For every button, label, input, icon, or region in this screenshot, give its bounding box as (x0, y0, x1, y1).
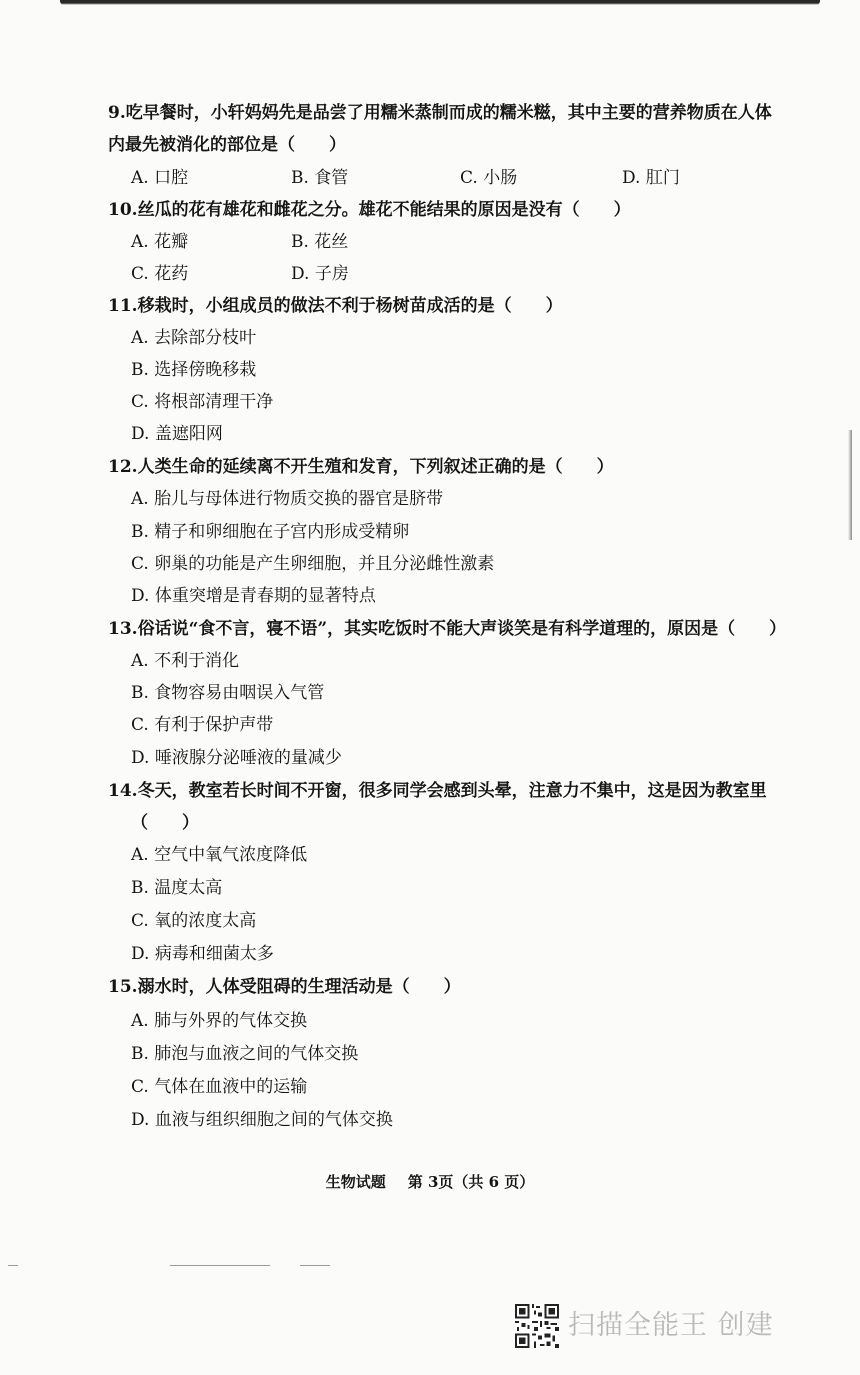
question-15-option-c: C. 气体在血液中的运输 (131, 1077, 308, 1097)
scan-artifact-line (8, 1265, 18, 1266)
question-text: 溺水时，人体受阻碍的生理活动是（ ） (137, 977, 461, 997)
question-11-option-a: A. 去除部分枝叶 (131, 328, 257, 348)
question-number: 15. (108, 977, 138, 997)
question-9-option-d: D. 肛门 (622, 168, 680, 188)
question-number: 9. (108, 103, 126, 123)
question-10-option-a: A. 花瓣 (131, 232, 189, 252)
scan-artifact-line (170, 1265, 270, 1266)
question-10-option-b: B. 花丝 (291, 232, 349, 252)
question-15-stem (108, 976, 461, 998)
question-number: 12. (108, 457, 138, 477)
question-13-option-c: C. 有利于保护声带 (131, 715, 274, 735)
scan-shadow-top (60, 0, 820, 5)
question-13-stem (108, 618, 786, 640)
question-13-option-d: D. 唾液腺分泌唾液的量减少 (131, 748, 342, 768)
question-number: 11. (108, 296, 138, 316)
question-9-option-b: B. 食管 (291, 168, 349, 188)
question-text: 人类生命的延续离不开生殖和发育，下列叙述正确的是（ ） (137, 457, 614, 477)
question-12-stem (108, 456, 614, 478)
question-11-option-c: C. 将根部清理干净 (131, 392, 274, 412)
footer-page-number: 第 3页（共 6 页） (407, 1173, 535, 1191)
question-12-option-a: A. 胎儿与母体进行物质交换的器官是脐带 (131, 489, 444, 509)
question-15-option-a: A. 肺与外界的气体交换 (131, 1011, 308, 1031)
footer-subject: 生物试题 (325, 1173, 386, 1191)
question-text: 丝瓜的花有雄花和雌花之分。雄花不能结果的原因是没有（ ） (137, 200, 631, 220)
question-number: 10. (108, 200, 138, 220)
scan-shadow-right (848, 430, 852, 540)
question-10-option-d: D. 子房 (291, 264, 349, 284)
qr-code-icon (515, 1304, 559, 1348)
question-number: 13. (108, 619, 138, 639)
question-14-option-a: A. 空气中氧气浓度降低 (131, 845, 308, 865)
question-12-option-d: D. 体重突增是青春期的显著特点 (131, 586, 376, 606)
question-number: 14. (108, 781, 138, 801)
question-12-option-c: C. 卵巢的功能是产生卵细胞，并且分泌雌性激素 (131, 554, 495, 574)
question-10-stem (108, 199, 631, 221)
question-11-option-b: B. 选择傍晚移栽 (131, 360, 257, 380)
question-13-option-a: A. 不利于消化 (131, 651, 240, 671)
question-14-option-c: C. 氧的浓度太高 (131, 911, 257, 931)
question-11-stem (108, 295, 563, 317)
question-12-option-b: B. 精子和卵细胞在子宫内形成受精卵 (131, 522, 410, 542)
question-11-option-d: D. 盖遮阳网 (131, 424, 223, 444)
question-text: 俗话说“食不言，寝不语”，其实吃饭时不能大声谈笑是有科学道理的，原因是（ ） (137, 619, 787, 639)
question-text: 冬天，教室若长时间不开窗，很多同学会感到头晕，注意力不集中，这是因为教室里 (137, 781, 767, 801)
question-9-option-a: A. 口腔 (131, 168, 189, 188)
question-text: 吃早餐时，小轩妈妈先是品尝了用糯米蒸制而成的糯米糍，其中主要的营养物质在人体 (125, 103, 772, 123)
question-14-stem-cont: （ ） (131, 813, 199, 833)
page-footer (0, 1171, 860, 1193)
scan-artifact-line (300, 1265, 330, 1266)
question-9-stem-cont: 内最先被消化的部位是（ ） (108, 135, 346, 155)
question-text: 移栽时，小组成员的做法不利于杨树苗成活的是（ ） (137, 296, 563, 316)
question-10-option-c: C. 花药 (131, 264, 189, 284)
question-14-option-d: D. 病毒和细菌太多 (131, 944, 274, 964)
question-14-option-b: B. 温度太高 (131, 878, 223, 898)
question-15-option-d: D. 血液与组织细胞之间的气体交换 (131, 1110, 393, 1130)
question-9-option-c: C. 小肠 (460, 168, 518, 188)
question-14-stem (108, 780, 767, 802)
question-15-option-b: B. 肺泡与血液之间的气体交换 (131, 1044, 359, 1064)
question-9-stem (108, 102, 772, 124)
question-13-option-b: B. 食物容易由咽误入气管 (131, 683, 325, 703)
scanner-watermark: 扫描全能王 创建 (568, 1310, 774, 1341)
